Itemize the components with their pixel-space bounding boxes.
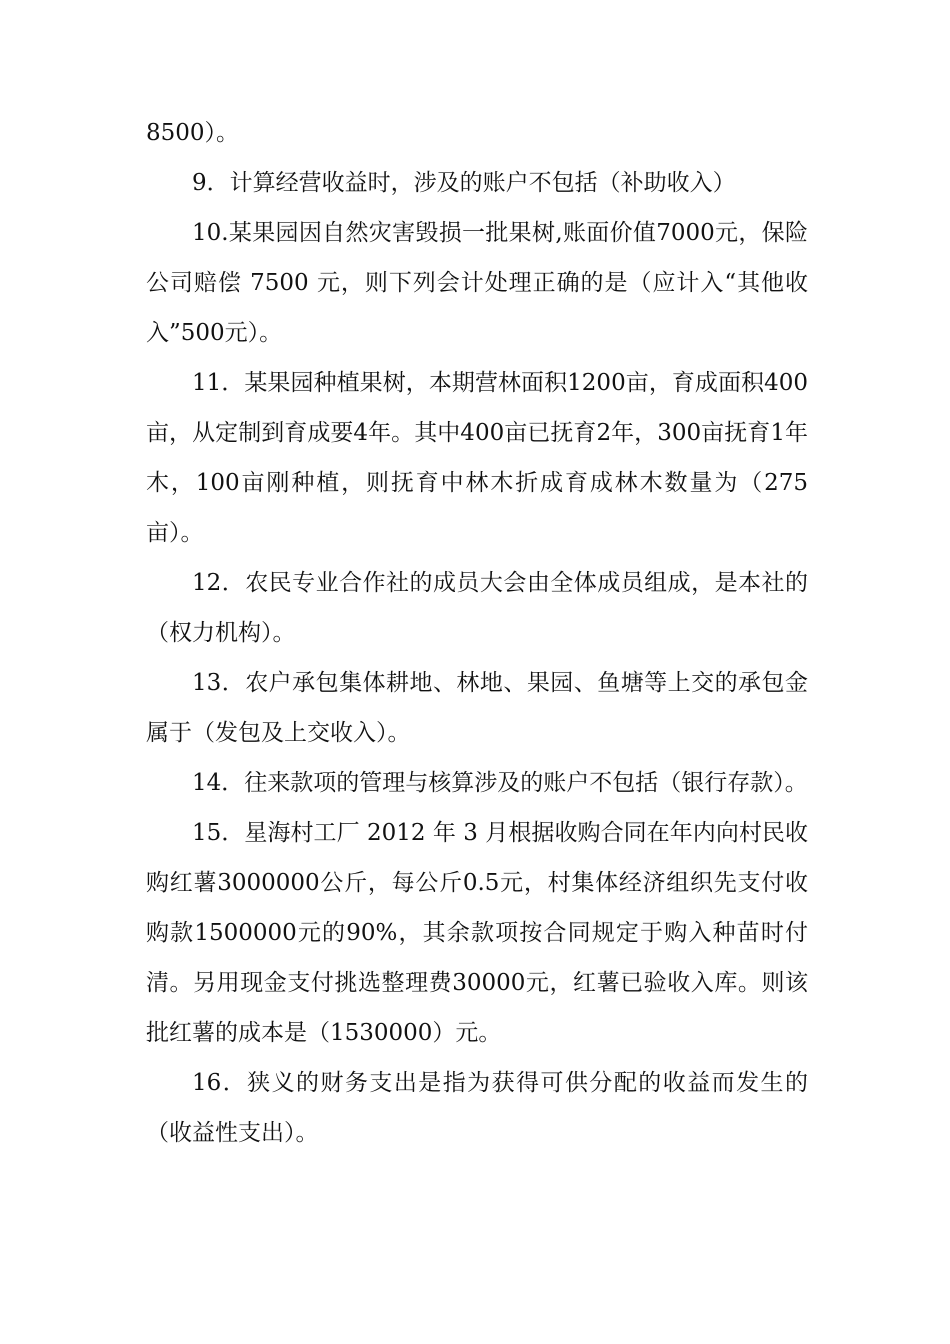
question-14: 14．往来款项的管理与核算涉及的账户不包括（银行存款）。 [192, 770, 808, 796]
question-10: 10.某果园因自然灾害毁损一批果树,账面价值7000元，保险公司赔偿 7500 元，则下列会计处理正确的是（应计入“其他收入”500元）。 [146, 220, 808, 346]
paragraph-continuation: 8500）。 [146, 120, 240, 146]
document-body [146, 108, 808, 1158]
question-16: 16．狭义的财务支出是指为获得可供分配的收益而发生的（收益性支出）。 [146, 1070, 808, 1146]
question-13: 13．农户承包集体耕地、林地、果园、鱼塘等上交的承包金属于（发包及上交收入）。 [146, 670, 808, 746]
question-15: 15．星海村工厂 2012 年 3 月根据收购合同在年内向村民收购红薯3000000公斤，每公斤0.5元，村集体经济组织先支付收购款1500000元的90%，其余款项按合同规定于购入种苗时付清。另用现金支付挑选整理费30000元，红薯已验收入库。则该批红薯的成本是（1530000）元。 [146, 820, 808, 1046]
question-12: 12．农民专业合作社的成员大会由全体成员组成，是本社的（权力机构）。 [146, 570, 808, 646]
question-11: 11．某果园种植果树，本期营林面积1200亩，育成面积400亩，从定制到育成要4年。其中400亩已抚育2年，300亩抚育1年木，100亩刚种植，则抚育中林木折成育成林木数量为（275亩）。 [146, 370, 808, 546]
question-9: 9．计算经营收益时，涉及的账户不包括（补助收入） [192, 170, 736, 196]
